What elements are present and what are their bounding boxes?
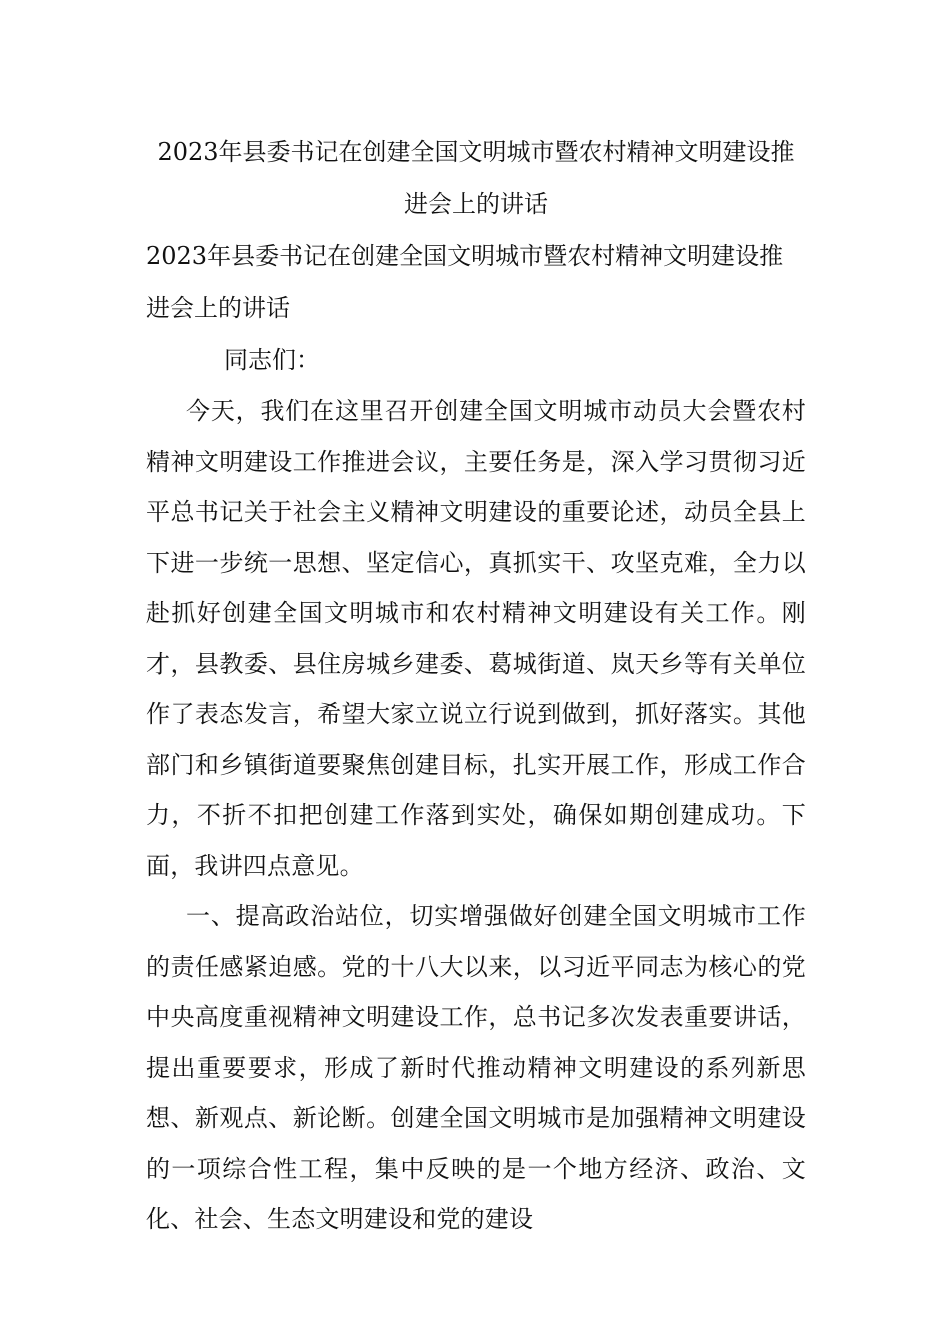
paragraph-intro: 今天，我们在这里召开创建全国文明城市动员大会暨农村精神文明建设工作推进会议，主要任务是，深入学习贯彻习近平总书记关于社会主义精神文明建设的重要论述，动员全县上下进一步统一思想、坚定信心，真抓实干、攻坚克难，全力以赴抓好创建全国文明城市和农村精神文明建设有关工作。刚才，县教委、县住房城乡建委、葛城街道、岚天乡等有关单位作了表态发言，希望大家立说立行说到做到，抓好落实。其他部门和乡镇街道要聚焦创建目标，扎实开展工作，形成工作合力，不折不扣把创建工作落到实处，确保如期创建成功。下面，我讲四点意见。 [146,397,806,880]
document-title-repeat: 2023年县委书记在创建全国文明城市暨农村精神文明建设推进会上的讲话 [146,242,784,322]
paragraph-section-one: 一、提高政治站位，切实增强做好创建全国文明城市工作的责任感紧迫感。党的十八大以来，以习近平同志为核心的党中央高度重视精神文明建设工作，总书记多次发表重要讲话，提出重要要求，形成了新时代推动精神文明建设的系列新思想、新观点、新论断。创建全国文明城市是加强精神文明建设的一项综合性工程，集中反映的是一个地方经济、政治、文化、社会、生态文明建设和党的建设 [146,902,806,1233]
salutation: 同志们： [224,346,320,374]
document-body [146,126,806,1245]
document-title: 2023年县委书记在创建全国文明城市暨农村精神文明建设推进会上的讲话 [157,138,795,218]
